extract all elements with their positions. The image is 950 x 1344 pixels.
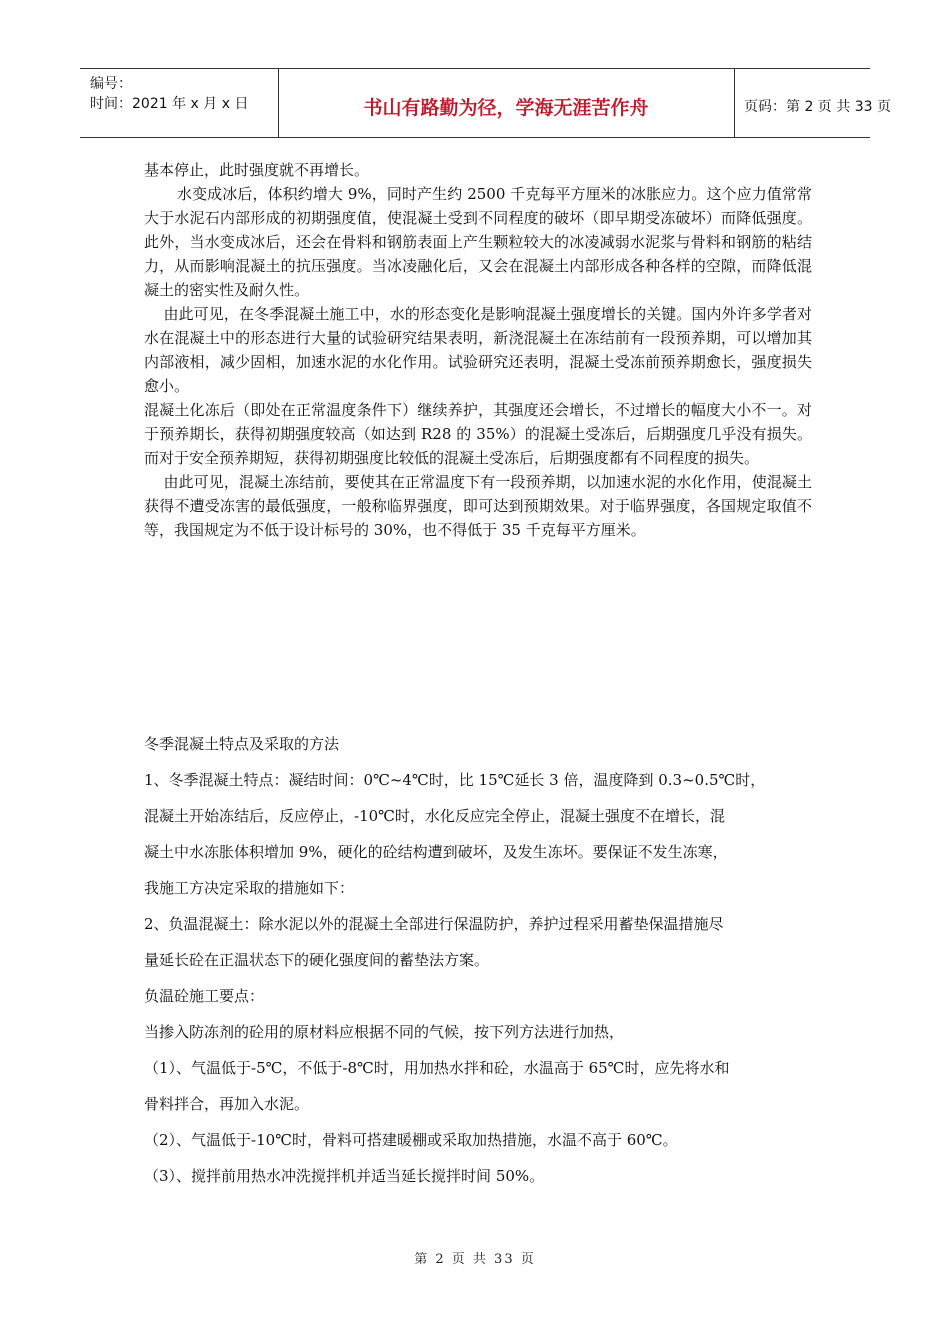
document-number: 编号： [90, 76, 132, 92]
section-line: （3）、搅拌前用热水冲洗搅拌机并适当延长搅拌时间 50%。 [144, 1167, 545, 1185]
body-text [144, 158, 812, 542]
header-page-cell [734, 69, 891, 137]
paragraph: 由此可见，在冬季混凝土施工中，水的形态变化是影响混凝土强度增长的关键。国内外许多学者对水在混凝土中的形态进行大量的试验研究结果表明，新浇混凝土在冻结前有一段预养期，可以增加其内部液相，减少固相，加速水泥的水化作用。试验研究还表明，混凝土受冻前预养期愈长，强度损失愈小。 [144, 305, 812, 395]
section-line: （1）、气温低于-5℃，不低于-8℃时，用加热水拌和砼，水温高于 65℃时，应先将水和 [144, 1059, 730, 1077]
section-line: 混凝土开始冻结后，反应停止，-10℃时，水化反应完全停止，混凝土强度不在增长，混 [144, 807, 725, 825]
page-footer: 第 2 页 共 33 页 [414, 1252, 536, 1267]
section-line: 骨料拌合，再加入水泥。 [144, 1095, 310, 1113]
section-line: 凝土中水冻胀体积增加 9%，硬化的砼结构遭到破坏，及发生冻坏。要保证不发生冻寒， [144, 843, 728, 861]
header-motto: 书山有路勤为径，学海无涯苦作舟 [363, 97, 649, 119]
header-meta-cell [80, 69, 279, 137]
section-line: 我施工方决定采取的措施如下： [144, 879, 355, 897]
section-line: 负温砼施工要点： [144, 987, 265, 1005]
header-motto-cell [278, 69, 735, 137]
paragraph: 混凝土化冻后（即处在正常温度条件下）继续养护，其强度还会增长，不过增长的幅度大小不一。对于预养期长，获得初期强度较高（如达到 R28 的 35%）的混凝土受冻后，后期强度几乎没有损失。而对于安全预养期短，获得初期强度比较低的混凝土受冻后，后期强度都有不同程度的损失。 [144, 401, 812, 467]
section-title: 冬季混凝土特点及采取的方法 [144, 735, 340, 753]
section-line: 当掺入防冻剂的砼用的原材料应根据不同的气候，按下列方法进行加热， [144, 1023, 625, 1041]
paragraph: 由此可见，混凝土冻结前，要使其在正常温度下有一段预养期，以加速水泥的水化作用，使混凝土获得不遭受冻害的最低强度，一般称临界强度，即可达到预期效果。对于临界强度，各国规定取值不等，我国规定为不低于设计标号的 30%，也不得低于 35 千克每平方厘米。 [144, 473, 812, 539]
section-line: （2）、气温低于-10℃时，骨料可搭建暖棚或采取加热措施，水温不高于 60℃。 [144, 1131, 678, 1149]
document-date: 时间：2021 年 x 月 x 日 [90, 96, 249, 112]
section-line: 量延长砼在正温状态下的硬化强度间的蓄垫法方案。 [144, 951, 490, 969]
paragraph: 水变成冰后，体积约增大 9%，同时产生约 2500 千克每平方厘米的冰胀应力。这个应力值常常大于水泥石内部形成的初期强度值，使混凝土受到不同程度的破坏（即早期受冻破坏）而降低强度。此外，当水变成冰后，还会在骨料和钢筋表面上产生颗粒较大的冰凌减弱水泥浆与骨料和钢筋的粘结力，从而影响混凝土的抗压强度。当冰凌融化后，又会在混凝土内部形成各种各样的空隙，而降低混凝土的密实性及耐久性。 [144, 185, 812, 299]
section-line: 2、负温混凝土：除水泥以外的混凝土全部进行保温防护，养护过程采用蓄垫保温措施尽 [144, 915, 724, 933]
section-line: 1、冬季混凝土特点：凝结时间：0℃~4℃时，比 15℃延长 3 倍，温度降到 0.3~0.5℃时， [144, 771, 766, 789]
winter-concrete-section [144, 728, 812, 1194]
page-header [80, 68, 891, 138]
paragraph: 基本停止，此时强度就不再增长。 [144, 161, 370, 179]
header-page-number: 页码：第 2 页 共 33 页 [744, 99, 891, 115]
